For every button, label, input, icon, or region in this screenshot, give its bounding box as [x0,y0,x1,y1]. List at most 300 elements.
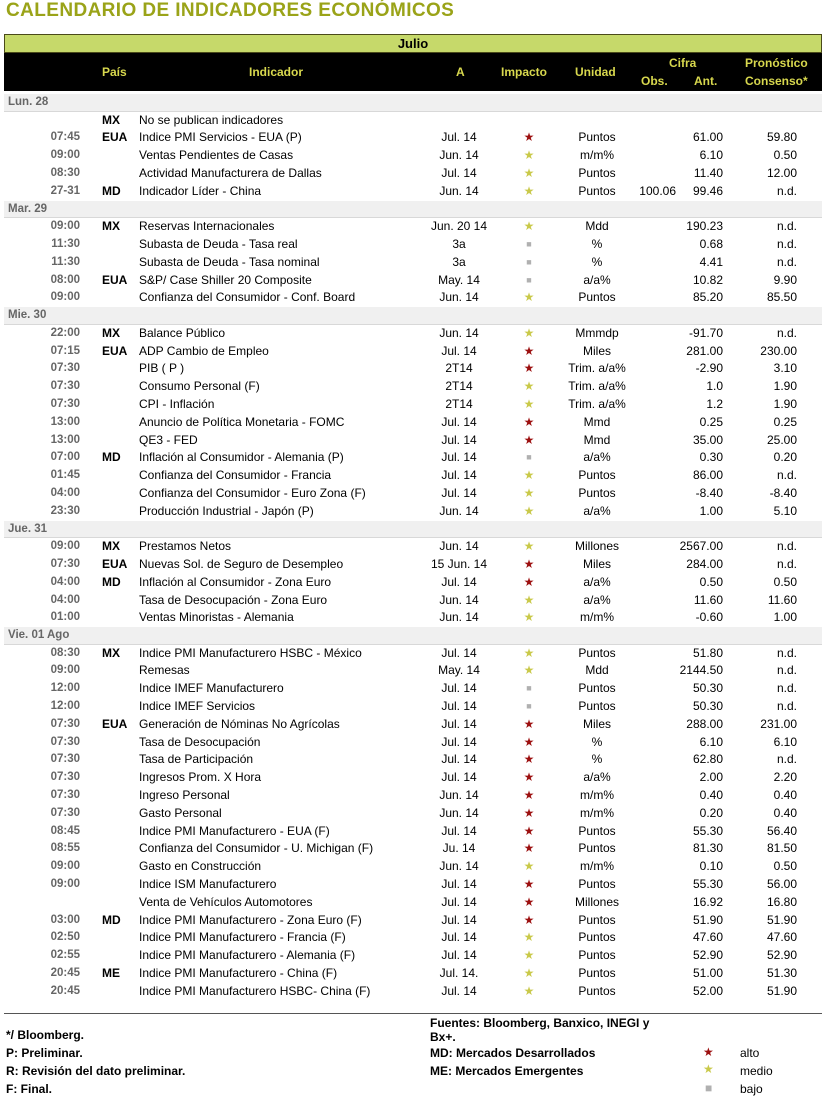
impact-alto-icon: ★ [523,556,535,571]
cell-unit: Puntos [578,823,616,838]
table-row [4,662,822,680]
cell-unit: Mmd [583,414,611,429]
cell-cons: 51.90 [766,912,797,927]
cell-indicator: Indicador Líder - China [139,183,262,198]
cell-country: MD [102,450,121,465]
cell-country: EUA [102,272,128,287]
cell-time: 07:30 [50,789,80,802]
table-row [4,236,822,254]
cell-cons: 231.00 [760,716,797,731]
table-row [4,912,822,930]
legend-bajo-square-icon: ■ [705,1081,713,1095]
cell-cons: n.d. [776,752,797,767]
cell-indicator: Inflación al Consumidor - Alemania (P) [139,450,344,465]
cell-a: 15 Jun. 14 [430,556,488,571]
cell-indicator: Indice PMI Manufacturero - Alemania (F) [139,948,356,963]
cell-ant: 1.0 [706,379,723,394]
cell-indicator: Indice PMI Servicios - EUA (P) [139,130,302,145]
cell-indicator: Inflación al Consumidor - Zona Euro [139,574,332,589]
cell-time: 01:45 [50,469,80,482]
cell-time: 09:00 [50,860,80,873]
table-row [4,751,822,769]
footer-divider [4,1013,822,1014]
impact-medio-icon: ★ [523,485,535,500]
day-header: Mie. 30 [4,307,822,325]
header-unidad: Unidad [575,65,616,79]
table-row [4,165,822,183]
cell-cons: 85.50 [766,290,797,305]
impact-alto-icon: ★ [523,841,535,856]
cell-a: Jul. 14 [441,699,477,714]
cell-indicator: Ingreso Personal [139,788,230,803]
cell-ant: 52.00 [692,983,723,998]
cell-country: EUA [102,716,128,731]
impact-bajo-icon: ■ [526,274,532,285]
table-row [4,734,822,752]
cell-time: 09:00 [50,540,80,553]
cell-time: 22:00 [50,326,80,339]
cell-unit: Puntos [578,165,616,180]
table-row [4,325,822,343]
cell-country: EUA [102,343,128,358]
header-pais: País [102,65,127,79]
table-row [4,112,822,130]
cell-cons: n.d. [776,325,797,340]
day-header: Vie. 01 Ago [4,627,822,645]
cell-cons: 6.10 [773,734,797,749]
legend-medio-star-icon: ★ [703,1062,714,1076]
header-obs: Obs. [641,74,668,88]
cell-ant: 284.00 [686,556,723,571]
table-row [4,894,822,912]
cell-unit: m/m% [580,805,614,820]
cell-ant: 51.80 [692,645,723,660]
cell-ant: 281.00 [686,343,723,358]
impact-alto-icon: ★ [523,716,535,731]
cell-time: 07:30 [50,735,80,748]
cell-cons: 3.10 [773,361,797,376]
table-row [4,147,822,165]
impact-alto-icon: ★ [523,414,535,429]
cell-a: Jun. 20 14 [430,219,488,234]
cell-ant: 0.40 [699,788,723,803]
cell-indicator: Gasto Personal [139,805,222,820]
cell-indicator: Confianza del Consumidor - Conf. Board [139,290,356,305]
cell-a: Jul. 14 [441,752,477,767]
cell-country: MX [102,112,120,127]
cell-ant: 99.46 [692,183,723,198]
cell-ant: 2144.50 [679,663,723,678]
cell-cons: 25.00 [766,432,797,447]
table-row [4,645,822,663]
cell-ant: -2.90 [695,361,723,376]
cell-a: 3a [452,254,466,269]
table-row [4,823,822,841]
cell-time: 20:45 [50,984,80,997]
cell-ant: 11.60 [693,592,723,607]
table-row [4,698,822,716]
cell-time: 08:55 [50,842,80,855]
cell-indicator: QE3 - FED [139,432,198,447]
cell-cons: n.d. [776,183,797,198]
cell-time: 07:00 [50,451,80,464]
cell-unit: a/a% [583,503,611,518]
cell-a: Jul. 14 [441,343,477,358]
impact-bajo-icon: ■ [526,256,532,267]
cell-unit: m/m% [580,788,614,803]
cell-a: Jul. 14 [441,414,477,429]
cell-a: Jul. 14 [441,930,477,945]
cell-time: 12:00 [50,700,80,713]
impact-bajo-icon: ■ [526,701,532,712]
cell-indicator: Anuncio de Política Monetaria - FOMC [139,414,345,429]
cell-indicator: Tasa de Participación [139,752,254,767]
table-row [4,272,822,290]
cell-time: 09:00 [50,664,80,677]
cell-time: 08:30 [50,646,80,659]
cell-a: May. 14 [438,272,480,287]
impact-medio-icon: ★ [523,645,535,660]
cell-a: Jul. 14 [441,165,477,180]
cell-ant: 0.10 [699,859,723,874]
cell-cons: n.d. [776,236,797,251]
cell-ant: 35.00 [692,432,723,447]
impact-alto-icon: ★ [523,912,535,927]
cell-a: Jul. 14 [441,485,477,500]
cell-cons: 230.00 [760,343,797,358]
cell-a: Jun. 14 [439,539,479,554]
cell-a: Jul. 14 [441,983,477,998]
impact-medio-icon: ★ [523,966,535,981]
cell-time: 09:00 [50,291,80,304]
cell-a: Jul. 14 [441,432,477,447]
cell-a: 3a [452,236,466,251]
cell-cons: 47.60 [766,930,797,945]
cell-unit: Puntos [578,912,616,927]
cell-cons: n.d. [776,254,797,269]
impact-medio-icon: ★ [523,948,535,963]
cell-indicator: Indice IMEF Servicios [139,699,256,714]
table-row [4,432,822,450]
cell-unit: Miles [582,716,611,731]
header-cifra: Cifra [669,56,697,70]
cell-a: May. 14 [438,663,480,678]
cell-time: 07:30 [50,397,80,410]
cell-unit: Puntos [578,485,616,500]
cell-cons: n.d. [776,663,797,678]
cell-a: Jun. 14 [439,805,479,820]
cell-cons: 0.50 [773,859,797,874]
cell-time: 07:30 [50,557,80,570]
table-row [4,360,822,378]
footnote-final: F: Final. [6,1082,52,1096]
cell-time: 07:15 [50,344,80,357]
cell-a: Jul. 14 [441,645,477,660]
cell-time: 07:30 [50,717,80,730]
footnote-me: ME: Mercados Emergentes [430,1064,584,1078]
table-row [4,858,822,876]
cell-cons: 5.10 [773,503,797,518]
table-row [4,876,822,894]
table-row [4,983,822,1001]
cell-a: 2T14 [445,396,473,411]
cell-time: 12:00 [50,682,80,695]
cell-time: 11:30 [51,255,80,268]
impact-medio-icon: ★ [523,183,535,198]
page-title: CALENDARIO DE INDICADORES ECONÓMICOS [6,0,455,21]
cell-ant: 0.50 [699,574,723,589]
day-header: Mar. 29 [4,201,822,219]
cell-country: EUA [102,556,128,571]
impact-medio-icon: ★ [523,663,535,678]
day-header: Jue. 31 [4,521,822,539]
cell-time: 07:30 [50,380,80,393]
impact-alto-icon: ★ [523,770,535,785]
cell-ant: 0.30 [699,450,723,465]
cell-unit: % [591,254,603,269]
impact-medio-icon: ★ [523,379,535,394]
footnote-md: MD: Mercados Desarrollados [430,1046,596,1060]
impact-alto-icon: ★ [523,823,535,838]
cell-country: MD [102,574,121,589]
legend-alto-star-icon: ★ [703,1045,714,1059]
impact-medio-icon: ★ [523,983,535,998]
cell-ant: 0.68 [699,236,723,251]
cell-ant: 10.82 [692,272,723,287]
cell-unit: Millones [574,894,619,909]
cell-time: 01:00 [50,611,80,624]
table-row [4,574,822,592]
cell-unit: Puntos [578,290,616,305]
cell-time: 04:00 [50,575,80,588]
cell-indicator: Confianza del Consumidor - Euro Zona (F) [139,485,366,500]
cell-a: Jun. 14 [439,610,479,625]
table-row [4,289,822,307]
cell-cons: n.d. [776,699,797,714]
cell-a: Jun. 14 [439,325,479,340]
cell-a: Jul. 14 [441,734,477,749]
cell-cons: 0.20 [773,450,797,465]
table-header [4,53,822,91]
cell-time: 04:00 [50,593,80,606]
cell-unit: Trim. a/a% [568,379,626,394]
cell-unit: Puntos [578,645,616,660]
cell-ant: 81.30 [692,841,723,856]
table-row [4,378,822,396]
cell-unit: Puntos [578,130,616,145]
cell-cons: 0.25 [773,414,797,429]
cell-country: MX [102,539,120,554]
cell-unit: Trim. a/a% [568,361,626,376]
table-row [4,343,822,361]
table-row [4,414,822,432]
cell-ant: 6.10 [699,148,723,163]
cell-unit: Mmd [583,432,611,447]
impact-alto-icon: ★ [523,752,535,767]
cell-ant: 52.90 [692,948,723,963]
cell-ant: 2567.00 [679,539,723,554]
cell-a: Jul. 14 [441,770,477,785]
impact-medio-icon: ★ [523,468,535,483]
cell-indicator: Indice PMI Manufacturero - Zona Euro (F) [139,912,362,927]
cell-indicator: Indice ISM Manufacturero [139,877,277,892]
cell-ant: -0.60 [695,610,723,625]
cell-unit: a/a% [583,574,611,589]
impact-alto-icon: ★ [523,734,535,749]
cell-cons: 1.90 [773,379,797,394]
impact-bajo-icon: ■ [526,452,532,463]
table-row [4,449,822,467]
table-row [4,929,822,947]
cell-unit: Puntos [578,948,616,963]
impact-medio-icon: ★ [523,219,535,234]
impact-alto-icon: ★ [523,877,535,892]
cell-unit: Mdd [585,663,609,678]
table-row [4,467,822,485]
cell-unit: m/m% [580,148,614,163]
cell-ant: 288.00 [686,716,723,731]
cell-a: Jul. 14 [441,912,477,927]
cell-unit: Miles [582,343,611,358]
footnote-preliminar: P: Preliminar. [6,1046,83,1060]
cell-ant: -8.40 [695,485,723,500]
impact-medio-icon: ★ [523,290,535,305]
cell-ant: 55.30 [692,877,723,892]
legend-bajo-label: bajo [740,1082,763,1096]
cell-ant: 86.00 [692,468,723,483]
cell-time: 13:00 [50,415,80,428]
cell-a: Jun. 14 [439,503,479,518]
cell-time: 07:45 [50,131,80,144]
cell-indicator: Consumo Personal (F) [139,379,260,394]
header-a: A [456,65,465,79]
cell-unit: Puntos [578,966,616,981]
cell-cons: n.d. [776,645,797,660]
cell-indicator: CPI - Inflación [139,396,215,411]
cell-time: 07:30 [50,362,80,375]
cell-indicator: Confianza del Consumidor - Francia [139,468,332,483]
cell-a: Jul. 14. [439,966,479,981]
cell-indicator: Indice PMI Manufacturero - EUA (F) [139,823,330,838]
cell-unit: a/a% [583,272,611,287]
table-row [4,538,822,556]
cell-indicator: Subasta de Deuda - Tasa nominal [139,254,320,269]
cell-cons: n.d. [776,539,797,554]
cell-a: Jul. 14 [441,948,477,963]
cell-time: 03:00 [50,913,80,926]
cell-country: EUA [102,130,128,145]
cell-cons: 51.30 [766,966,797,981]
cell-unit: Puntos [578,681,616,696]
cell-indicator: ADP Cambio de Empleo [139,343,269,358]
cell-indicator: Ventas Pendientes de Casas [139,148,294,163]
cell-a: Jul. 14 [441,681,477,696]
cell-unit: Puntos [578,841,616,856]
cell-obs: 100.06 [639,183,676,198]
cell-unit: m/m% [580,610,614,625]
cell-cons: 51.90 [766,983,797,998]
indicator-table [4,94,822,1001]
table-row [4,556,822,574]
cell-a: 2T14 [445,361,473,376]
impact-medio-icon: ★ [523,148,535,163]
cell-ant: 47.60 [692,930,723,945]
cell-unit: a/a% [583,592,611,607]
impact-alto-icon: ★ [523,361,535,376]
cell-indicator: Subasta de Deuda - Tasa real [139,236,298,251]
cell-unit: % [591,236,603,251]
cell-a: Jul. 14 [441,450,477,465]
impact-bajo-icon: ■ [526,683,532,694]
cell-cons: 9.90 [773,272,797,287]
table-row [4,965,822,983]
header-consenso: Consenso* [745,74,808,88]
cell-indicator: Confianza del Consumidor - U. Michigan (F) [139,841,374,856]
cell-indicator: Generación de Nóminas No Agrícolas [139,716,340,731]
cell-indicator: Balance Público [139,325,226,340]
cell-country: MX [102,645,120,660]
cell-cons: 12.00 [766,165,797,180]
cell-a: Jul. 14 [441,574,477,589]
table-row [4,129,822,147]
header-ant: Ant. [694,74,718,88]
cell-unit: Puntos [578,468,616,483]
impact-medio-icon: ★ [523,539,535,554]
cell-cons: 81.50 [766,841,797,856]
cell-cons: 0.50 [773,574,797,589]
table-row [4,716,822,734]
cell-cons: 1.00 [773,610,797,625]
cell-cons: n.d. [776,219,797,234]
cell-ant: 61.00 [692,130,723,145]
table-row [4,947,822,965]
table-row [4,840,822,858]
cell-cons: n.d. [776,681,797,696]
cell-indicator: S&P/ Case Shiller 20 Composite [139,272,312,287]
cell-time: 07:30 [50,771,80,784]
impact-medio-icon: ★ [523,165,535,180]
cell-indicator: Nuevas Sol. de Seguro de Desempleo [139,556,344,571]
cell-time: 27-31 [50,184,80,197]
cell-time: 09:00 [50,149,80,162]
cell-unit: % [591,734,603,749]
cell-time: 09:00 [50,220,80,233]
cell-unit: m/m% [580,859,614,874]
impact-alto-icon: ★ [523,574,535,589]
cell-a: Ju. 14 [442,841,476,856]
cell-a: Jul. 14 [441,468,477,483]
cell-unit: Puntos [578,983,616,998]
table-row [4,680,822,698]
cell-a: Jun. 14 [439,592,479,607]
cell-ant: 16.92 [692,894,723,909]
cell-cons: 16.80 [766,894,797,909]
cell-ant: 50.30 [692,681,723,696]
cell-time: 13:00 [50,433,80,446]
cell-cons: 56.40 [766,823,797,838]
cell-time: 07:30 [50,806,80,819]
legend-alto-label: alto [740,1046,760,1060]
table-row [4,609,822,627]
cell-cons: 0.50 [773,148,797,163]
table-row [4,254,822,272]
footnote-revision: R: Revisión del dato preliminar. [6,1064,186,1078]
cell-time: 09:00 [50,878,80,891]
impact-alto-icon: ★ [523,788,535,803]
cell-ant: 1.2 [706,396,723,411]
cell-a: Jun. 14 [439,148,479,163]
header-impacto: Impacto [501,65,548,79]
